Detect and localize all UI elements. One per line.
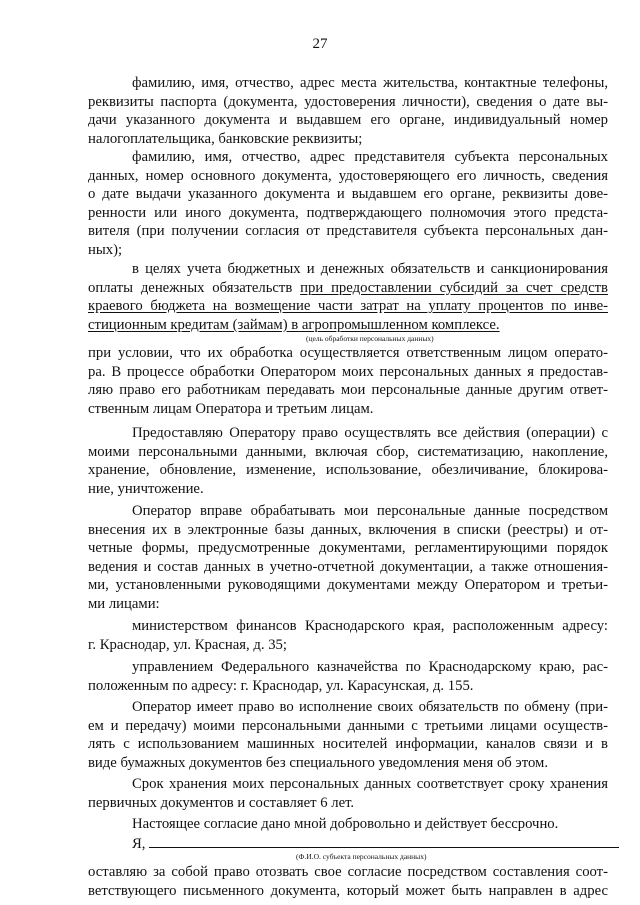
text-line: четные формы, предусмотренные документами, регламентирующими порядок <box>88 540 608 556</box>
paragraph-revocation <box>88 863 608 900</box>
text-line: ренности или иного документа, подтверждающего полномочия этого предста- <box>88 204 608 221</box>
paragraph-voluntary <box>88 815 608 834</box>
text-line: министерством финансов Краснодарского края, расположенным адресу: <box>132 618 608 634</box>
paragraph-applicant-data <box>88 74 608 148</box>
ya-label: Я, <box>132 835 146 852</box>
paragraph-representative-data <box>88 148 608 259</box>
text-line: первичных документов и составляет 6 лет. <box>88 794 355 811</box>
text-line: ных); <box>88 241 123 258</box>
text-line: положенным по адресу: г. Краснодар, ул. Карасунская, д. 155. <box>88 677 474 694</box>
text-line: дачи указанного документа и выдавшем его органе, индивидуальный номер <box>88 112 608 128</box>
paragraph-ministry <box>88 617 608 654</box>
text-line: Предоставляю Оператору право осуществлять все действия (операции) с <box>132 425 608 441</box>
text-line: ляю право его работникам передавать мои персональные данные другим ответ- <box>88 382 608 398</box>
document-body <box>88 74 608 900</box>
text-line: управлением Федерального казначейства по Краснодарскому краю, рас- <box>132 659 608 675</box>
purpose-underlined-text: стиционным кредитам (займам) в агропромышленном комплексе. <box>88 316 500 333</box>
text-line: данных, номер основного документа, удостоверяющего его личность, сведения <box>88 167 608 184</box>
text-line: внесения их в электронные базы данных, включения в списки (реестры) и от- <box>88 521 608 538</box>
text-line: г. Краснодар, ул. Красная, д. 35; <box>88 636 287 653</box>
text-line: фамилию, имя, отчество, адрес места жительства, контактные телефоны, <box>132 75 608 91</box>
page-number: 27 <box>312 36 328 52</box>
text-line: виде бумажных документов без специального уведомления меня об этом. <box>88 754 548 771</box>
paragraph-purpose <box>88 260 608 344</box>
text-line: о дате выдачи указанного документа и выдавшем его органе, реквизиты дове- <box>88 186 608 202</box>
text-line <box>88 279 608 298</box>
text-line: оставляю за собой право отозвать свое согласие посредством составления соот- <box>88 864 608 880</box>
text-line: в целях учета бюджетных и денежных обязательств и санкционирования <box>132 261 608 277</box>
paragraph-conditions <box>88 344 608 418</box>
paragraph-treasury <box>88 658 608 695</box>
signature-block <box>88 834 608 863</box>
text-line: вителя (при получении согласия от представителя субъекта персональных дан- <box>88 223 608 239</box>
text-line: хранение, обновление, изменение, использование, обезличивание, блокирова- <box>88 462 608 478</box>
paragraph-retention <box>88 775 608 812</box>
paragraph-third-party-exchange <box>88 698 608 772</box>
text-line: ми лицами: <box>88 595 160 612</box>
paragraph-operator-rights <box>88 424 608 498</box>
text-line: ние, уничтожение. <box>88 480 204 497</box>
text-line: ми, установленными руководящими документами между Оператором и третьи- <box>88 577 608 593</box>
text-line: реквизиты паспорта (документа, удостоверения личности), сведения о дате вы- <box>88 93 608 110</box>
text-line: ведения и состав данных в учетно-отчетной документации, а также отношения- <box>88 558 608 575</box>
text-line: ра. В процессе обработки Оператором моих персональных данных я предостав- <box>88 363 608 380</box>
text-line: фамилию, имя, отчество, адрес представителя субъекта персональных <box>132 149 608 165</box>
text-line: Настоящее согласие дано мной добровольно и действует бессрочно. <box>132 816 559 832</box>
text-line: при условии, что их обработка осуществляется ответственным лицом операто- <box>88 345 608 361</box>
text-fragment: оплаты денежных обязательств <box>88 279 301 296</box>
fio-signature-line[interactable] <box>149 834 619 848</box>
text-line: Оператор имеет право во исполнение своих обязательств по обмену (при- <box>132 699 608 715</box>
text-line: налогоплательщика, банковские реквизиты; <box>88 130 363 147</box>
text-line: Срок хранения моих персональных данных соответствует сроку хранения <box>132 776 608 792</box>
purpose-underlined-text: краевого бюджета на возмещение части затрат на уплату процентов по инве- <box>88 298 608 314</box>
text-line: ственным лицам Оператора и третьим лицам. <box>88 400 374 417</box>
text-line: Оператор вправе обрабатывать мои персональные данные посредством <box>132 503 608 519</box>
fio-caption: (Ф.И.О. субъекта персональных данных) <box>296 852 427 861</box>
purpose-caption: (цель обработки персональных данных) <box>306 334 434 343</box>
text-line <box>88 834 608 853</box>
text-line: ветствующего письменного документа, который может быть направлен в адрес <box>88 882 608 899</box>
text-line: ем и передачу) моими персональными данными с третьими лицами осуществ- <box>88 717 608 734</box>
text-line <box>88 316 608 335</box>
purpose-underlined-text: при предоставлении субсидий за счет средств <box>300 279 608 296</box>
text-line: моими персональными данными, включая сбор, систематизацию, накопление, <box>88 443 608 460</box>
paragraph-processing <box>88 502 608 613</box>
text-line: лять с использованием машинных носителей информации, каналов связи и в <box>88 736 608 752</box>
